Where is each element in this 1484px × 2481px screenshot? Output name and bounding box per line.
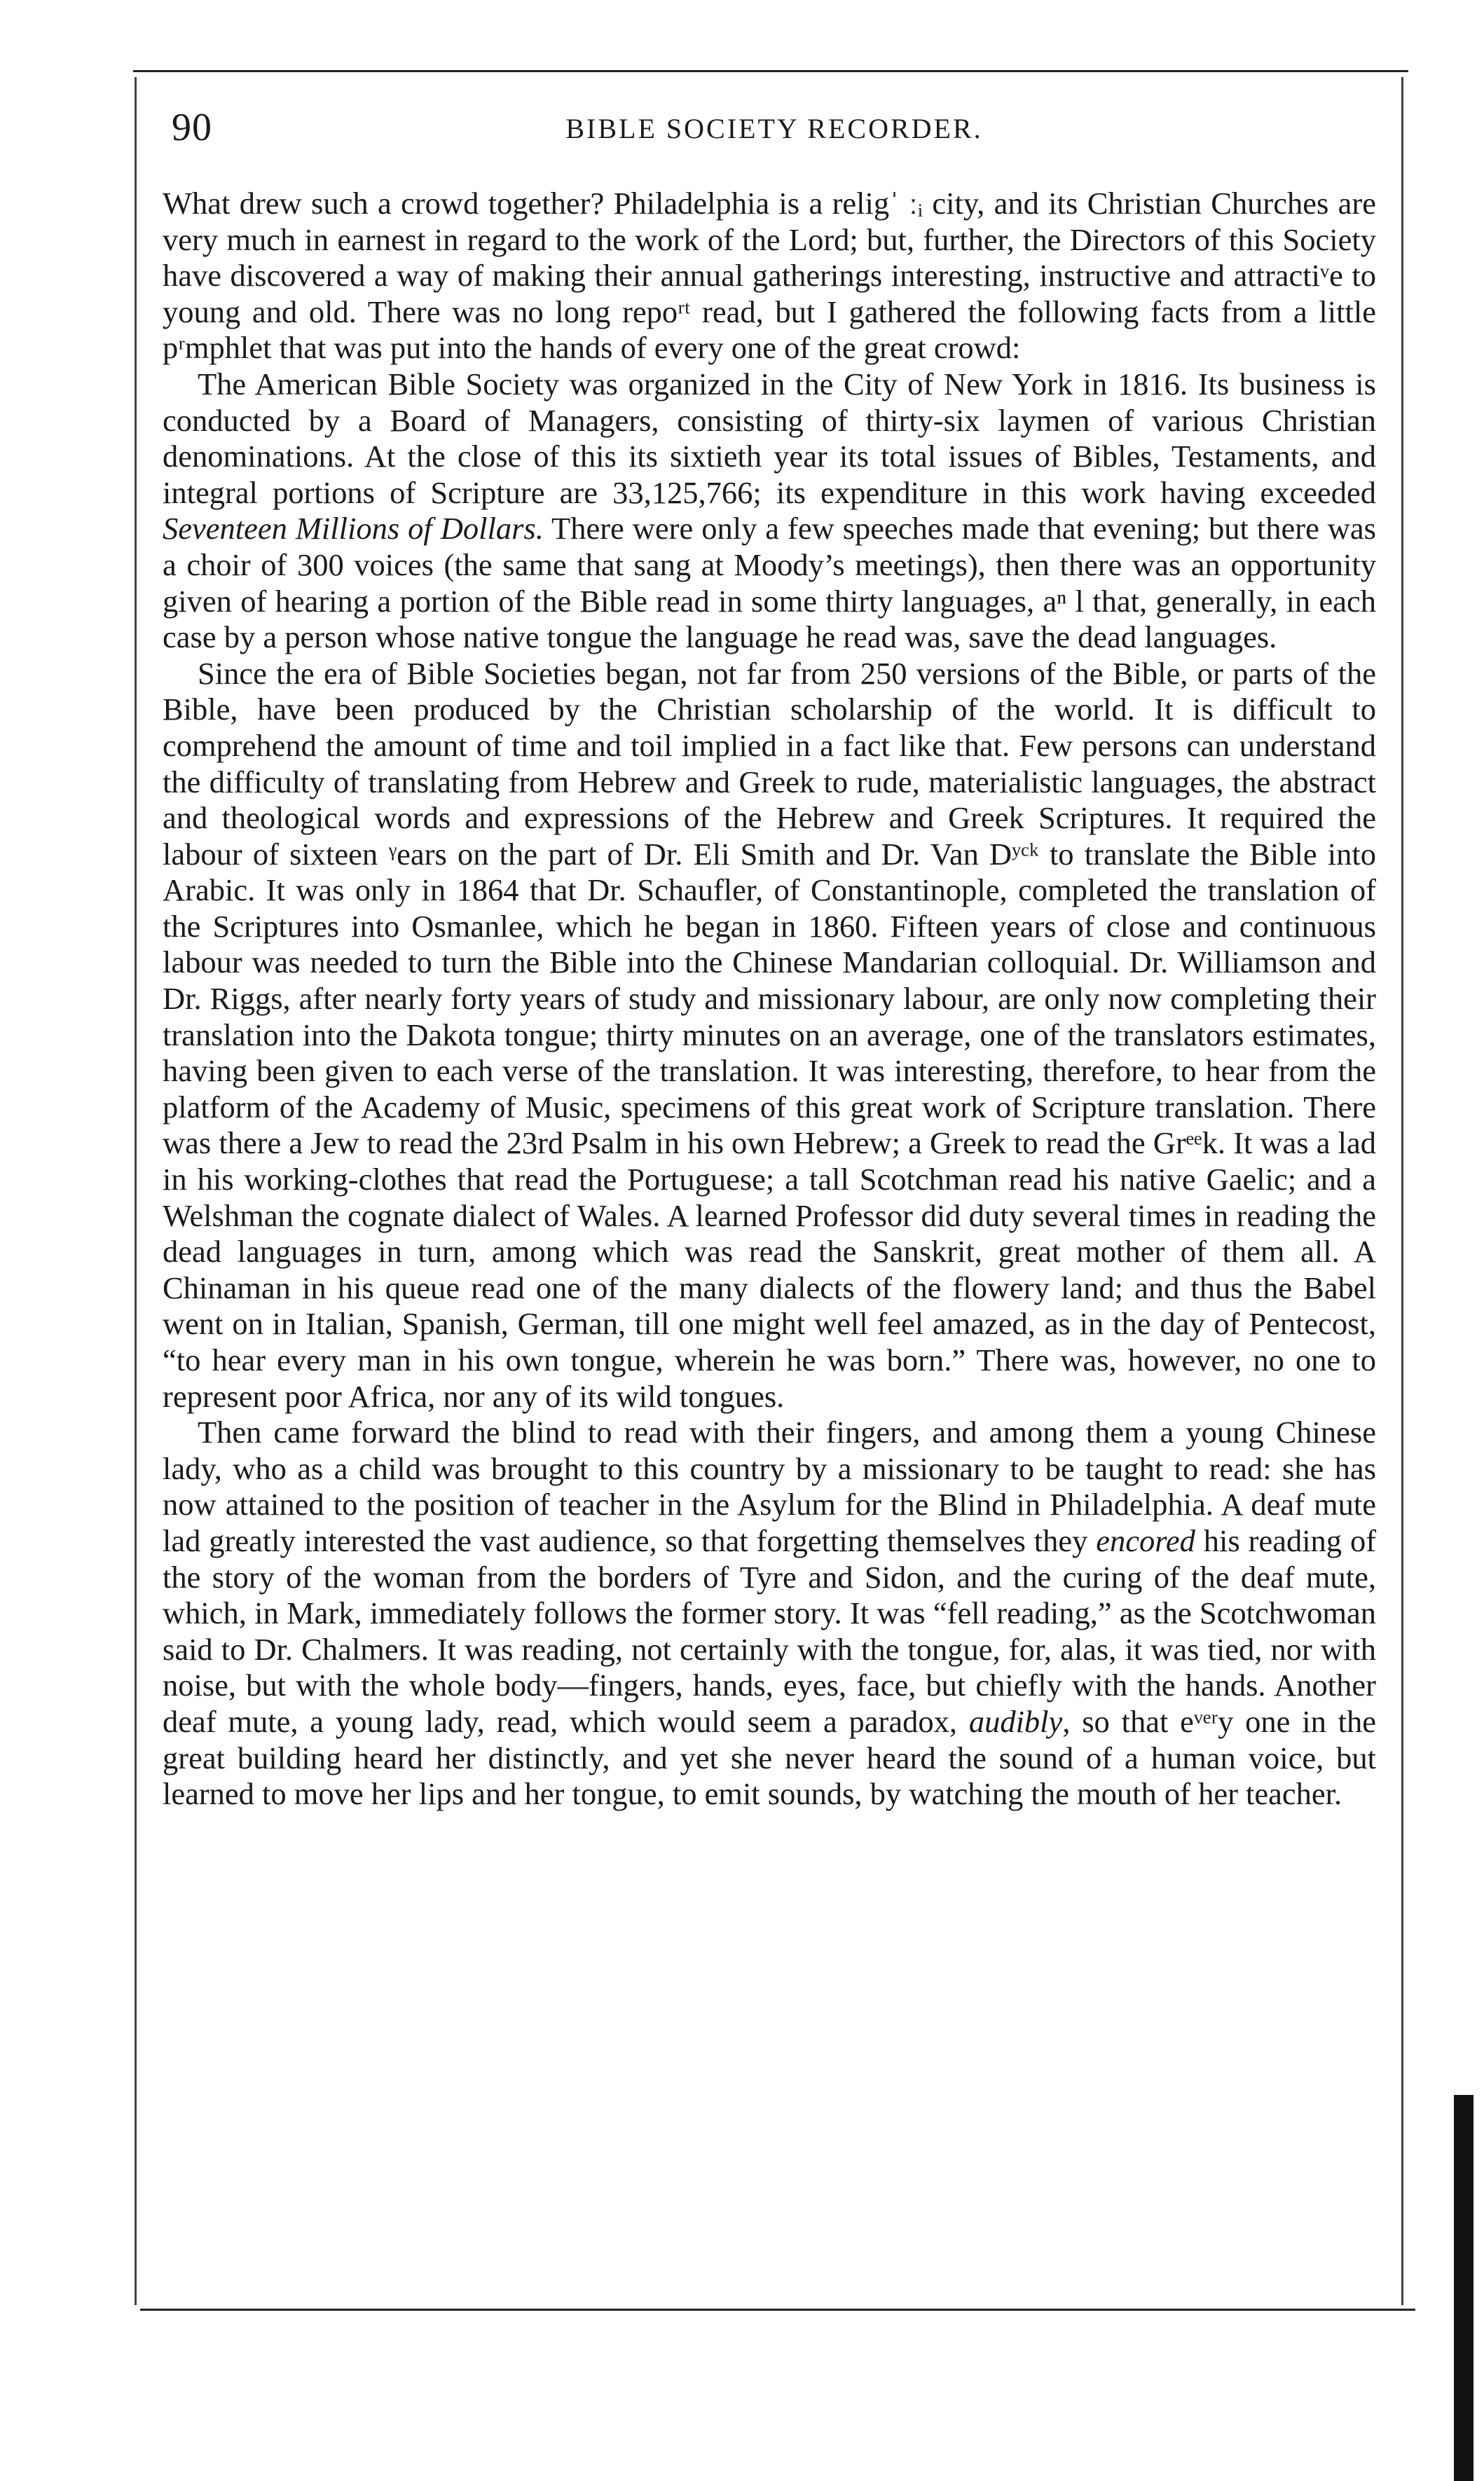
italic-word: encored xyxy=(1096,1523,1195,1558)
italic-phrase: Seventeen Millions of Dollars. xyxy=(163,511,544,547)
paragraph-1 xyxy=(163,186,1376,366)
page-number: 90 xyxy=(172,106,212,149)
right-margin-rule xyxy=(1401,77,1403,2305)
paragraph-4 xyxy=(163,1415,1376,1813)
top-border-rule xyxy=(133,70,1408,72)
paragraph-text: Then came forward the blind to read with their fingers, and among them a young Chinese lady, who as a child was brought to this country by a missionary to be taught to read: she has now attained to the position of teacher in the Asylum for the Blind in Philadelphia. A deaf mute lad greatly interested the vast audience, so that forgetting themselves they xyxy=(163,1415,1376,1558)
paragraph-3 xyxy=(163,656,1376,1415)
page-edge-shadow xyxy=(1454,2095,1473,2481)
paragraph-text: The American Bible Society was organized in the City of New York in 1816. Its business is conducted by a Board of Managers, consisting of thirty-six laymen of various Christian denominations. At the close of this its sixtieth year its total issues of Bibles, Testaments, and integral portions of Scripture are 33,125,766; its expenditure in this work having exceeded xyxy=(163,366,1376,510)
paragraph-text: There were only a few speeches made that evening; but there was a choir of 300 voices (the same that sang at Moody’s meetings), then there was an opportunity given of hearing a portion of the Bible read in some thirty languages, aⁿ l that, generally, in each case by a person whose native tongue the language he read was, save the dead languages. xyxy=(163,511,1376,655)
paragraph-text: What drew such a crowd together? Philadelphia is a religˈ ːᵢ city, and its Christian Churches are very much in earnest in regard to the work of the Lord; but, further, the Directors of this Society have discovered a way of making their annual gatherings interesting, instructive and attractiᵛe to young and old. There was no long repoʳᵗ read, but I gathered the following facts from a little pʳmphlet that was put into the hands of every one of the great crowd: xyxy=(163,186,1376,366)
paragraph-text: , so that eᵛᵉʳy one in the great building heard her distinctly, and yet she never heard the sound of a human voice, but learned to move her lips and her tongue, to emit sounds, by watching the mouth of her teacher. xyxy=(163,1703,1376,1812)
italic-word: audibly xyxy=(968,1703,1063,1739)
paragraph-text: Since the era of Bible Societies began, not far from 250 versions of the Bible, or parts of the Bible, have been produced by the Christian scholarship of the world. It is difficult to comprehend the amount of time and toil implied in a fact like that. Few persons can understand the difficulty of translating from Hebrew and Greek to rude, materialistic languages, the abstract and theological words and expressions of the Hebrew and Greek Scriptures. It required the labour of sixteen ᵞears on the part of Dr. Eli Smith and Dr. Van Dʸᶜᵏ to translate the Bible into Arabic. It was only in 1864 that Dr. Schaufler, of Constantinople, completed the translation of the Scriptures into Osmanlee, which he began in 1860. Fifteen years of close and continuous labour was needed to turn the Bible into the Chinese Mandarian colloquial. Dr. Williamson and Dr. Riggs, after nearly forty years of study and missionary labour, are only now completing their translation into the Dakota tongue; thirty minutes on an average, one of the translators estimates, having been given to each verse of the translation. It was interesting, therefore, to hear from the platform of the Academy of Music, specimens of this great work of Scripture translation. There was there a Jew to read the 23rd Psalm in his own Hebrew; a Greek to read the Grᵉᵉk. It was a lad in his working-clothes that read the Portuguese; a tall Scotchman read his native Gaelic; and a Welshman the cognate dialect of Wales. A learned Professor did duty several times in reading the dead languages in turn, among which was read the Sanskrit, great mother of them all. A Chinaman in his queue read one of the many dialects of the flowery land; and thus the Babel went on in Italian, Spanish, German, till one might well feel amazed, as in the day of Pentecost, “to hear every man in his own tongue, wherein he was born.” There was, however, no one to represent poor Africa, nor any of its wild tongues. xyxy=(163,655,1376,1414)
article-body xyxy=(163,186,1376,1813)
paragraph-2 xyxy=(163,366,1376,656)
paragraph-text: his reading of the story of the woman from the borders of Tyre and Sidon, and the curing of the deaf mute, which, in Mark, immediately follows the former story. It was “fell reading,” as the Scotchwoman said to Dr. Chalmers. It was reading, not certainly with the tongue, for, alas, it was tied, nor with noise, but with the whole body—fingers, hands, eyes, face, but chiefly with the hands. Another deaf mute, a young lady, read, which would seem a paradox, xyxy=(163,1523,1377,1739)
running-title: BIBLE SOCIETY RECORDER. xyxy=(565,113,983,144)
left-margin-rule xyxy=(135,77,137,2305)
page-header xyxy=(172,105,1377,154)
bottom-border-rule xyxy=(140,2309,1415,2311)
